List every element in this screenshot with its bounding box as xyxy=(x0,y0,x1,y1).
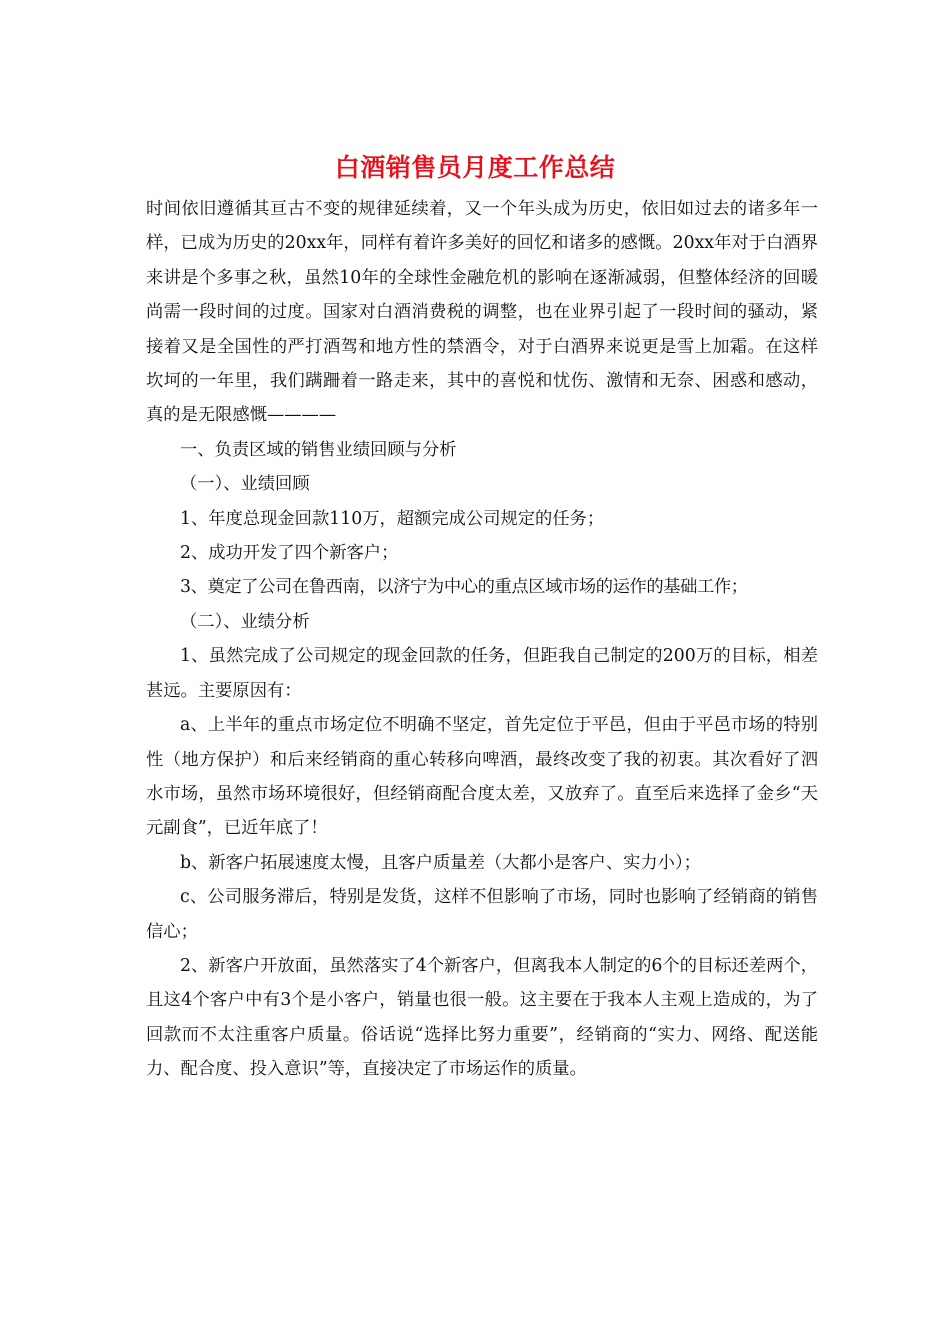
document-body xyxy=(146,192,818,1087)
reason-paragraph-b: b、新客户拓展速度太慢，且客户质量差（大都小是客户、实力小）； xyxy=(180,852,701,873)
list-item: 3、奠定了公司在鲁西南，以济宁为中心的重点区域市场的运作的基础工作； xyxy=(180,577,748,598)
subsection-heading-review: （一）、业绩回顾 xyxy=(180,474,310,495)
list-item: 1、年度总现金回款110万，超额完成公司规定的任务； xyxy=(180,508,605,529)
document-title: 白酒销售员月度工作总结 xyxy=(334,153,616,182)
reason-paragraph-c: c、公司服务滞后，特别是发货，这样不但影响了市场，同时也影响了经销商的销售信心； xyxy=(146,887,818,942)
subsection-heading-analysis: （二）、业绩分析 xyxy=(180,611,310,632)
reason-paragraph-a: a、上半年的重点市场定位不明确不坚定，首先定位于平邑，但由于平邑市场的特别性（地方保护）和后来经销商的重心转移向啤酒，最终改变了我的初衷。其次看好了泗水市场，虽然市场环境很好，但经销商配合度太差，又放弃了。直至后来选择了金乡“天元副食”，已近年底了！ xyxy=(146,715,818,839)
analysis-paragraph: 2、新客户开放面，虽然落实了4个新客户，但离我本人制定的6个的目标还差两个，且这4个客户中有3个是小客户，销量也很一般。这主要在于我本人主观上造成的，为了回款而不太注重客户质量。俗话说“选择比努力重要”，经销商的“实力、网络、配送能力、配合度、投入意识”等，直接决定了市场运作的质量。 xyxy=(146,955,818,1080)
list-item: 2、成功开发了四个新客户； xyxy=(180,543,399,564)
analysis-paragraph: 1、虽然完成了公司规定的现金回款的任务，但距我自己制定的200万的目标，相差甚远。主要原因有： xyxy=(146,646,818,701)
intro-paragraph: 时间依旧遵循其亘古不变的规律延续着，又一个年头成为历史，依旧如过去的诸多年一样，已成为历史的20xx年，同样有着许多美好的回忆和诸多的感慨。20xx年对于白酒界来讲是个多事之秋，虽然10年的全球性金融危机的影响在逐渐减弱，但整体经济的回暖尚需一段时间的过度。国家对白酒消费税的调整，也在业界引起了一段时间的骚动，紧接着又是全国性的严打酒驾和地方性的禁酒令，对于白酒界来说更是雪上加霜。在这样坎坷的一年里，我们蹒跚着一路走来，其中的喜悦和忧伤、激情和无奈、困惑和感动，真的是无限感慨———— xyxy=(146,199,818,426)
section-heading-1: 一、负责区域的销售业绩回顾与分析 xyxy=(180,439,457,460)
